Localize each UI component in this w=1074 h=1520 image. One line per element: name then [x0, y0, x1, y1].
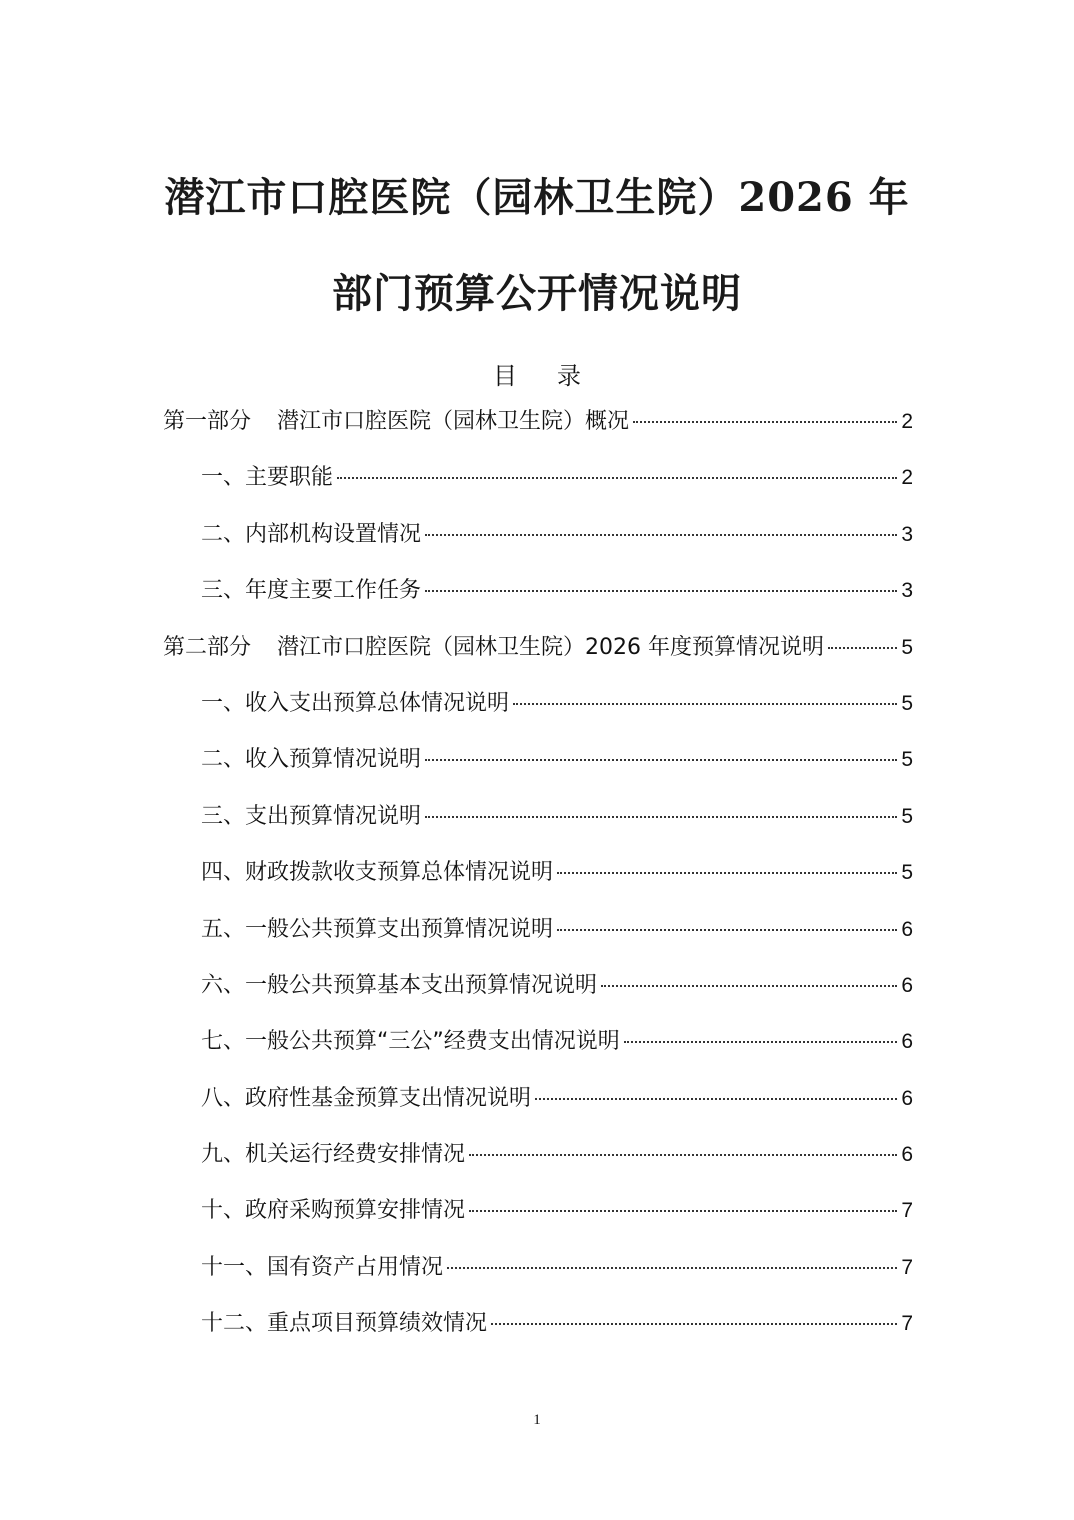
toc-part-entry[interactable] [163, 400, 913, 456]
toc-entry-text: 二、内部机构设置情况 [201, 521, 422, 547]
toc-entry-label [201, 908, 553, 952]
toc-entry-text: 潜江市口腔医院（园林卫生院）2026 年度预算情况说明 [277, 634, 824, 660]
toc-entry-label [201, 964, 597, 1008]
toc-dot-leader [828, 647, 897, 649]
toc-page-number: 5 [901, 635, 913, 659]
toc-entry-text: 九、机关运行经费安排情况 [201, 1142, 466, 1168]
toc-entry-label [201, 1246, 443, 1290]
toc-page-number: 6 [901, 1086, 913, 1110]
toc-entry-text: 四、财政拨款收支预算总体情况说明 [201, 860, 554, 886]
toc-page-number: 2 [901, 410, 913, 433]
toc-part-label: 第一部分 [163, 409, 252, 434]
toc-section-entry[interactable] [163, 1020, 913, 1076]
toc-page-number: 6 [901, 1030, 913, 1054]
toc-section-entry[interactable] [163, 1133, 913, 1189]
toc-entry-text: 二、收入预算情况说明 [201, 747, 422, 773]
toc-entry-label [201, 738, 421, 782]
toc-entry-label [201, 1077, 531, 1121]
toc-entry-text: 六、一般公共预算基本支出预算情况说明 [201, 972, 598, 998]
page-number: 1 [533, 1412, 541, 1428]
table-of-contents [163, 400, 913, 1359]
toc-entry-label [201, 513, 421, 557]
toc-part-label: 第二部分 [163, 634, 252, 660]
toc-section-entry[interactable] [163, 456, 913, 512]
toc-entry-label [201, 795, 421, 839]
toc-page-number: 6 [901, 973, 913, 997]
toc-page-number: 7 [901, 1199, 913, 1223]
toc-section-entry[interactable] [163, 513, 913, 569]
toc-page-number: 3 [901, 522, 913, 546]
toc-page-number: 5 [901, 861, 913, 885]
toc-entry-text: 潜江市口腔医院（园林卫生院）概况 [277, 409, 630, 434]
toc-dot-leader [513, 703, 897, 705]
toc-section-entry[interactable] [163, 1189, 913, 1245]
toc-entry-text: 七、一般公共预算“三公”经费支出情况说明 [201, 1029, 620, 1055]
toc-section-entry[interactable] [163, 682, 913, 738]
toc-entry-text: 八、政府性基金预算支出情况说明 [201, 1085, 532, 1111]
toc-section-entry[interactable] [163, 964, 913, 1020]
toc-page-number: 5 [901, 804, 913, 828]
toc-entry-label [201, 569, 421, 613]
toc-section-entry[interactable] [163, 1246, 913, 1302]
toc-entry-label [201, 456, 333, 500]
toc-section-entry[interactable] [163, 1077, 913, 1133]
toc-dot-leader [425, 816, 897, 818]
toc-dot-leader [469, 1154, 897, 1156]
toc-section-entry[interactable] [163, 795, 913, 851]
toc-dot-leader [425, 759, 897, 761]
toc-section-entry[interactable] [163, 851, 913, 907]
toc-page-number: 2 [901, 466, 913, 490]
toc-page-number: 7 [901, 1255, 913, 1279]
toc-entry-label [201, 1020, 620, 1064]
toc-entry-text: 十、政府采购预算安排情况 [201, 1198, 466, 1224]
toc-section-entry[interactable] [163, 569, 913, 625]
toc-heading: 目录 [493, 362, 621, 390]
toc-section-entry[interactable] [163, 1302, 913, 1358]
toc-entry-label [163, 400, 629, 444]
toc-entry-label [201, 1133, 465, 1177]
toc-entry-text: 十二、重点项目预算绩效情况 [201, 1311, 488, 1337]
toc-entry-label [201, 1302, 487, 1346]
toc-entry-text: 五、一般公共预算支出预算情况说明 [201, 916, 554, 942]
toc-dot-leader [624, 1041, 898, 1043]
toc-section-entry[interactable] [163, 738, 913, 794]
toc-page-number: 6 [901, 917, 913, 941]
toc-entry-label [201, 851, 553, 895]
toc-page-number: 5 [901, 748, 913, 772]
toc-entry-text: 十一、国有资产占用情况 [201, 1254, 444, 1280]
toc-entry-text: 三、支出预算情况说明 [201, 803, 422, 829]
toc-page-number: 7 [901, 1312, 913, 1336]
toc-dot-leader [633, 421, 897, 423]
toc-section-entry[interactable] [163, 908, 913, 964]
toc-dot-leader [469, 1210, 897, 1212]
toc-page-number: 5 [901, 691, 913, 715]
toc-dot-leader [601, 985, 897, 987]
toc-dot-leader [337, 477, 897, 479]
toc-entry-label [163, 626, 824, 670]
toc-dot-leader [425, 590, 897, 592]
toc-dot-leader [425, 534, 897, 536]
toc-dot-leader [557, 929, 897, 931]
document-title-line-1: 潜江市口腔医院（园林卫生院）2026 年 [164, 174, 910, 221]
toc-page-number: 6 [901, 1143, 913, 1167]
toc-dot-leader [491, 1323, 897, 1325]
toc-dot-leader [535, 1098, 897, 1100]
toc-dot-leader [447, 1267, 897, 1269]
toc-entry-label [201, 682, 509, 726]
toc-entry-label [201, 1189, 465, 1233]
toc-part-entry[interactable] [163, 626, 913, 682]
toc-entry-text: 一、收入支出预算总体情况说明 [201, 690, 510, 716]
toc-entry-text: 三、年度主要工作任务 [201, 578, 422, 604]
toc-entry-text: 一、主要职能 [201, 465, 334, 491]
toc-dot-leader [557, 872, 897, 874]
document-title-line-2: 部门预算公开情况说明 [332, 270, 742, 317]
toc-page-number: 3 [901, 579, 913, 603]
